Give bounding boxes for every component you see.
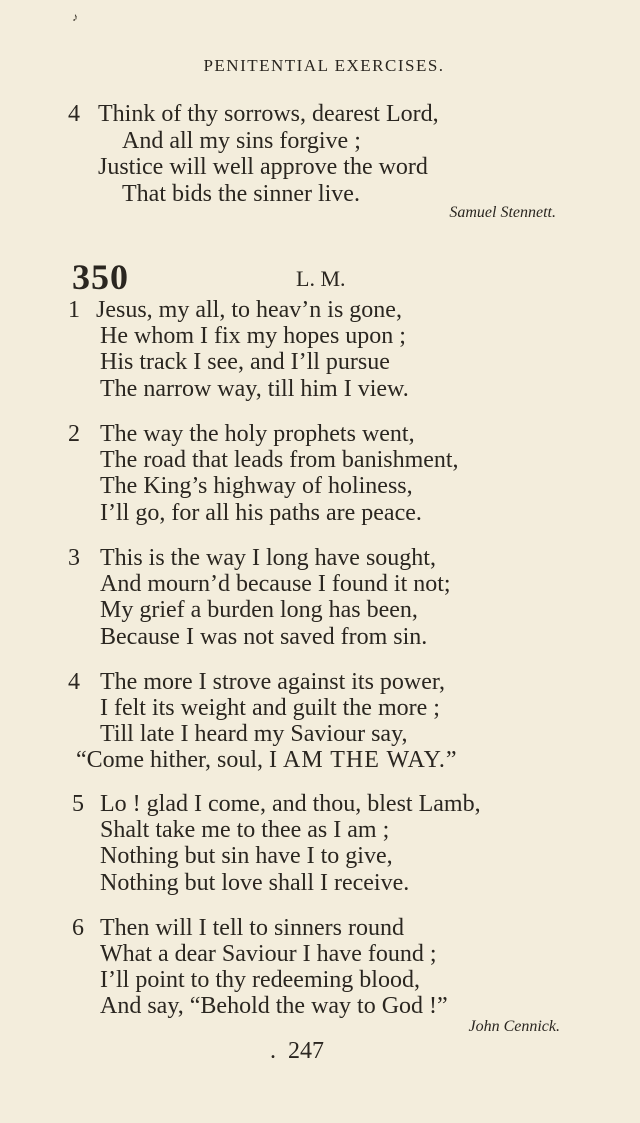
- verse-line-quoted: [76, 746, 456, 774]
- author-attribution: Samuel Stennett.: [449, 204, 556, 221]
- verse-text: “Come hither, soul, I: [76, 747, 277, 773]
- verse-line: And mourn’d because I found it not;: [100, 571, 451, 597]
- verse-line: That bids the sinner live.: [122, 181, 360, 207]
- stanza-number: 4: [68, 101, 80, 127]
- verse-line: His track I see, and I’ll pursue: [100, 349, 390, 375]
- hymn-number: 350: [72, 257, 129, 297]
- verse-line: The way the holy prophets went,: [100, 421, 415, 447]
- running-header: PENITENTIAL EXERCISES.: [203, 56, 445, 75]
- verse-line: Justice will well approve the word: [98, 154, 428, 180]
- page-dot: .: [270, 1038, 276, 1064]
- verse-line: The King’s highway of holiness,: [100, 473, 413, 499]
- stanza-number: 3: [68, 545, 80, 571]
- verse-line: And say, “Behold the way to God !”: [100, 993, 448, 1019]
- page-number-value: 247: [288, 1038, 324, 1064]
- verse-line: The narrow way, till him I view.: [100, 376, 409, 402]
- verse-line: Lo ! glad I come, and thou, blest Lamb,: [100, 791, 481, 817]
- author-attribution: John Cennick.: [468, 1018, 560, 1035]
- verse-line: Shalt take me to thee as I am ;: [100, 817, 390, 843]
- verse-line: The more I strove against its power,: [100, 669, 445, 695]
- hymn-meter: L. M.: [296, 266, 346, 291]
- verse-line: What a dear Saviour I have found ;: [100, 941, 437, 967]
- verse-line: Nothing but love shall I receive.: [100, 870, 410, 896]
- stanza-number: 6: [72, 915, 84, 941]
- verse-line: The road that leads from banishment,: [100, 447, 459, 473]
- stanza-number: 4: [68, 669, 80, 695]
- verse-line: And all my sins forgive ;: [122, 128, 361, 154]
- closing-quote: ”: [445, 747, 457, 773]
- stanza-number: 1: [68, 297, 80, 323]
- small-caps-phrase: AM THE WAY.: [283, 747, 446, 773]
- verse-line: Think of thy sorrows, dearest Lord,: [98, 101, 439, 127]
- stanza-number: 5: [72, 791, 84, 817]
- verse-line: Nothing but sin have I to give,: [100, 843, 393, 869]
- verse-line: I’ll point to thy redeeming blood,: [100, 967, 420, 993]
- verse-line: He whom I fix my hopes upon ;: [100, 323, 406, 349]
- verse-line: Till late I heard my Saviour say,: [100, 721, 408, 747]
- stanza-number: 2: [68, 421, 80, 447]
- page-number: [270, 1038, 324, 1065]
- verse-line: I felt its weight and guilt the more ;: [100, 695, 440, 721]
- corner-mark: ♪: [72, 10, 78, 24]
- verse-line: Jesus, my all, to heav’n is gone,: [96, 297, 402, 323]
- verse-line: Because I was not saved from sin.: [100, 624, 428, 650]
- verse-line: My grief a burden long has been,: [100, 597, 418, 623]
- verse-line: This is the way I long have sought,: [100, 545, 436, 571]
- verse-line: I’ll go, for all his paths are peace.: [100, 500, 422, 526]
- verse-line: Then will I tell to sinners round: [100, 915, 404, 941]
